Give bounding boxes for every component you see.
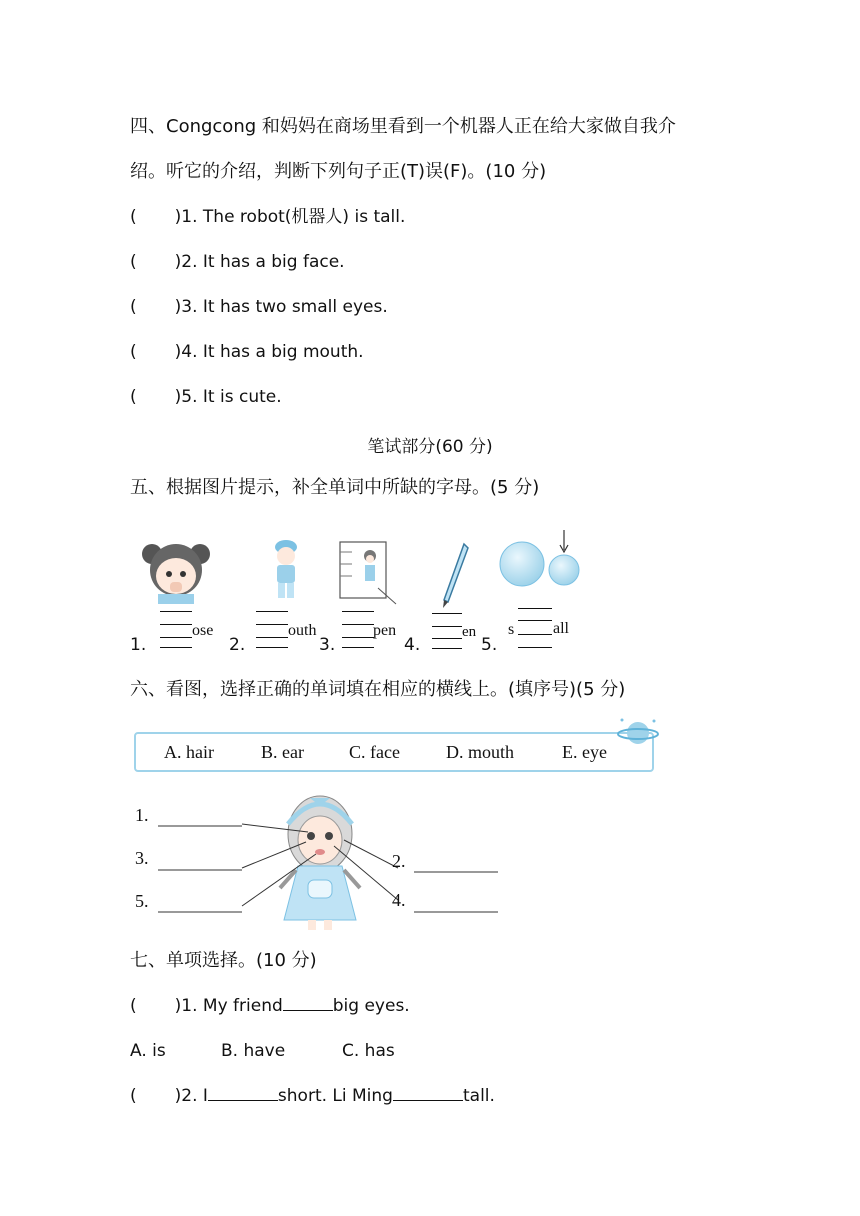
- blank-line: [432, 648, 462, 649]
- open-door-image: [338, 538, 398, 606]
- tf-item-2: [130, 251, 345, 273]
- word-4-suffix: en: [462, 624, 477, 640]
- tf-item-text: 5. It is cute.: [181, 387, 282, 407]
- tf-item-4: [130, 341, 364, 363]
- pen-image: [438, 540, 472, 610]
- item-number-4: 4.: [404, 635, 421, 655]
- choice-question-2: [130, 1085, 495, 1107]
- planet-icon: [616, 716, 660, 750]
- bracket-open: (: [130, 996, 137, 1016]
- item-number-5: 5.: [481, 635, 498, 655]
- bracket-open: (: [130, 207, 137, 227]
- option-c: C. face: [349, 742, 400, 762]
- bracket-close: ): [174, 297, 182, 317]
- q1-option-a: A. is: [130, 1041, 166, 1061]
- girl-nose-image: [140, 536, 212, 604]
- blank-line: [342, 624, 374, 625]
- big-small-balls-image: [498, 528, 584, 590]
- blank-line: [432, 613, 462, 614]
- written-part-header: 笔试部分(60 分): [367, 437, 493, 457]
- fill-blank[interactable]: [283, 996, 333, 1011]
- bracket-close: ): [174, 342, 182, 362]
- figure-label-5: 5.: [135, 891, 149, 911]
- blank-line: [342, 647, 374, 648]
- tf-item-text: 3. It has two small eyes.: [181, 297, 388, 317]
- question-text: short. Li Ming: [277, 1086, 393, 1106]
- item-number-1: 1.: [130, 635, 147, 655]
- option-b: B. ear: [261, 742, 304, 762]
- blank-line: [160, 624, 192, 625]
- question-text: 2. I: [181, 1086, 208, 1106]
- section4-title-line1: 四、Congcong 和妈妈在商场里看到一个机器人正在给大家做自我介: [130, 116, 676, 137]
- tf-item-text: 2. It has a big face.: [181, 252, 345, 272]
- bracket-open: (: [130, 1086, 137, 1106]
- blank-line: [160, 647, 192, 648]
- blank-line: [518, 620, 552, 621]
- blank-line: [342, 637, 374, 638]
- blank-line: [256, 637, 288, 638]
- tf-item-3: [130, 296, 388, 318]
- blank-line: [518, 608, 552, 609]
- word-2-suffix: outh: [288, 622, 317, 639]
- section5-title: 五、根据图片提示，补全单词中所缺的字母。(5 分): [130, 477, 540, 498]
- girl-figure-image: [130, 784, 510, 934]
- option-d: D. mouth: [446, 742, 515, 762]
- word-5-suffix: all: [553, 620, 569, 637]
- bracket-open: (: [130, 342, 137, 362]
- option-e: E. eye: [562, 742, 607, 762]
- boy-mouth-image: [268, 538, 304, 604]
- blank-line: [518, 647, 552, 648]
- figure-label-3: 3.: [135, 848, 149, 868]
- section4-title-line2: 绍。听它的介绍，判断下列句子正(T)误(F)。(10 分): [130, 161, 547, 182]
- q1-option-c: C. has: [342, 1041, 395, 1061]
- word-5-prefix: s: [508, 621, 515, 638]
- question-text: tall.: [462, 1086, 495, 1106]
- bracket-open: (: [130, 297, 137, 317]
- bracket-close: ): [174, 1086, 182, 1106]
- section6-title: 六、看图，选择正确的单词填在相应的横线上。(填序号)(5 分): [130, 679, 626, 700]
- bracket-open: (: [130, 387, 137, 407]
- q1-option-b: B. have: [221, 1041, 286, 1061]
- bracket-close: ): [174, 207, 182, 227]
- fill-blank[interactable]: [208, 1086, 278, 1101]
- blank-line: [160, 637, 192, 638]
- bracket-close: ): [174, 387, 182, 407]
- question-text: 1. My friend: [181, 996, 283, 1016]
- fill-blank[interactable]: [393, 1086, 463, 1101]
- blank-line: [432, 626, 462, 627]
- option-a: A. hair: [164, 742, 214, 762]
- choice-question-1: [130, 995, 410, 1017]
- blank-line: [518, 634, 552, 635]
- question-text: big eyes.: [332, 996, 410, 1016]
- word-1-suffix: ose: [192, 622, 214, 639]
- section7-title: 七、单项选择。(10 分): [130, 950, 317, 971]
- blank-line: [432, 638, 462, 639]
- tf-item-1: [130, 206, 405, 228]
- bracket-open: (: [130, 252, 137, 272]
- figure-label-1: 1.: [135, 805, 149, 825]
- item-number-2: 2.: [229, 635, 246, 655]
- blank-line: [160, 611, 192, 612]
- tf-item-text: 1. The robot(机器人) is tall.: [181, 207, 406, 227]
- figure-label-4: 4.: [392, 890, 406, 910]
- blank-line: [256, 624, 288, 625]
- bracket-close: ): [174, 996, 182, 1016]
- blank-line: [342, 611, 374, 612]
- blank-line: [256, 647, 288, 648]
- word-3-suffix: pen: [373, 622, 397, 639]
- tf-item-5: [130, 386, 282, 408]
- item-number-3: 3.: [319, 635, 336, 655]
- figure-label-2: 2.: [392, 851, 406, 871]
- blank-line: [256, 611, 288, 612]
- bracket-close: ): [174, 252, 182, 272]
- tf-item-text: 4. It has a big mouth.: [181, 342, 364, 362]
